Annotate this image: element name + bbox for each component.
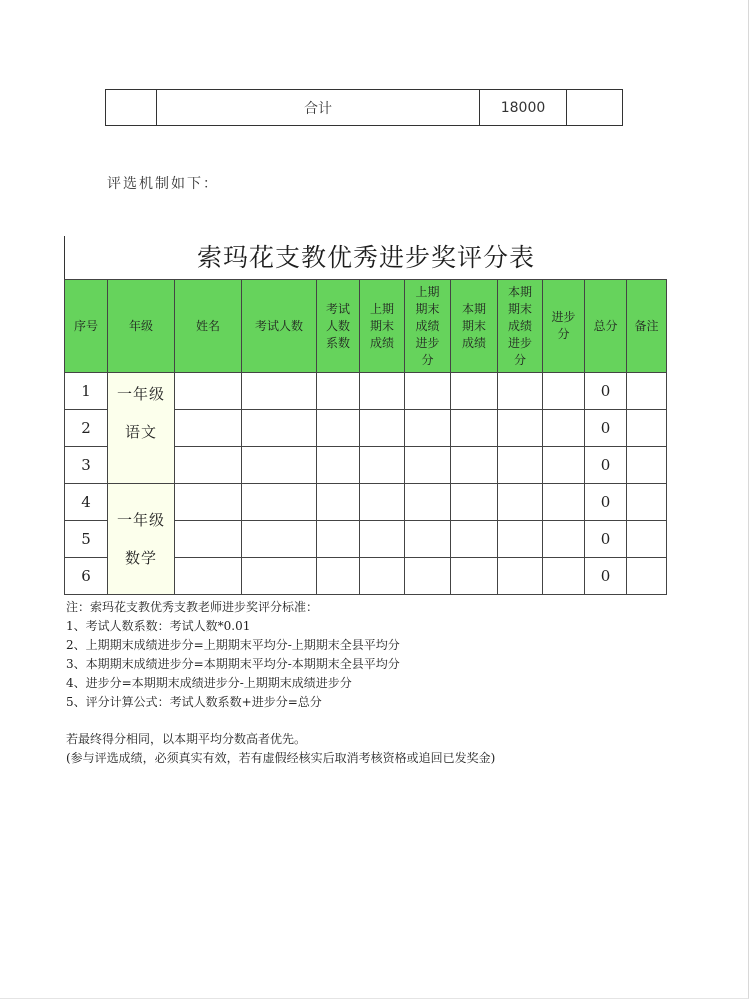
summary-label: 合计 — [157, 90, 480, 126]
remark-cell[interactable] — [627, 521, 667, 558]
summary-row — [106, 90, 623, 126]
row-seq: 5 — [65, 521, 108, 558]
last-progress-cell[interactable] — [405, 521, 451, 558]
form-title: 索玛花支教优秀进步奖评分表 — [196, 243, 535, 272]
exam-count-cell[interactable] — [242, 447, 317, 484]
last-progress-cell[interactable] — [405, 447, 451, 484]
header-last-progress-text: 上期期末成绩进步分 — [415, 284, 440, 367]
total-cell: 0 — [585, 410, 627, 447]
this-progress-cell[interactable] — [498, 410, 543, 447]
last-final-cell[interactable] — [360, 373, 405, 410]
header-grade: 年级 — [108, 280, 175, 373]
this-final-cell[interactable] — [451, 484, 498, 521]
header-exam-count: 考试人数 — [242, 280, 317, 373]
coefficient-cell[interactable] — [317, 484, 360, 521]
progress-cell[interactable] — [543, 558, 585, 595]
progress-cell[interactable] — [543, 410, 585, 447]
coefficient-cell[interactable] — [317, 373, 360, 410]
name-cell[interactable] — [175, 447, 242, 484]
table-row — [65, 373, 667, 410]
grade-label: 一年级 — [116, 385, 165, 403]
header-name: 姓名 — [175, 280, 242, 373]
coefficient-cell[interactable] — [317, 447, 360, 484]
header-progress — [543, 280, 585, 373]
this-final-cell[interactable] — [451, 410, 498, 447]
header-progress-text: 进步分 — [551, 310, 576, 341]
coefficient-cell[interactable] — [317, 521, 360, 558]
exam-count-cell[interactable] — [242, 484, 317, 521]
row-seq: 6 — [65, 558, 108, 595]
remark-cell[interactable] — [627, 558, 667, 595]
this-progress-cell[interactable] — [498, 484, 543, 521]
last-progress-cell[interactable] — [405, 373, 451, 410]
notes-spacer — [66, 712, 686, 730]
remark-cell[interactable] — [627, 373, 667, 410]
coefficient-cell[interactable] — [317, 558, 360, 595]
last-final-cell[interactable] — [360, 484, 405, 521]
header-last-progress — [405, 280, 451, 373]
exam-count-cell[interactable] — [242, 410, 317, 447]
total-cell: 0 — [585, 521, 627, 558]
total-cell: 0 — [585, 373, 627, 410]
name-cell[interactable] — [175, 484, 242, 521]
notes-heading: 注：索玛花支教优秀支教老师进步奖评分标准： — [66, 600, 319, 614]
progress-cell[interactable] — [543, 484, 585, 521]
score-table — [64, 279, 667, 595]
total-cell: 0 — [585, 558, 627, 595]
name-cell[interactable] — [175, 521, 242, 558]
this-progress-cell[interactable] — [498, 447, 543, 484]
summary-table — [105, 89, 623, 126]
this-final-cell[interactable] — [451, 558, 498, 595]
last-progress-cell[interactable] — [405, 410, 451, 447]
exam-count-cell[interactable] — [242, 558, 317, 595]
grade-group-chinese — [108, 373, 175, 484]
name-cell[interactable] — [175, 373, 242, 410]
grade-label: 一年级 — [116, 511, 165, 529]
remark-cell[interactable] — [627, 410, 667, 447]
grade-group-math — [108, 484, 175, 595]
exam-count-cell[interactable] — [242, 373, 317, 410]
summary-blank-cell — [106, 90, 157, 126]
tie-rule: 若最终得分相同，以本期平均分数高者优先。 — [66, 732, 307, 746]
header-this-final — [451, 280, 498, 373]
header-this-final-text: 本期期末成绩 — [461, 301, 486, 350]
header-remark: 备注 — [627, 280, 667, 373]
note-item: 3、本期期末成绩进步分=本期期末平均分-本期期末全县平均分 — [66, 657, 400, 671]
note-item: 1、考试人数系数：考试人数*0.01 — [66, 619, 251, 633]
last-final-cell[interactable] — [360, 558, 405, 595]
subject-label: 语文 — [124, 423, 157, 441]
header-row — [65, 280, 667, 373]
last-final-cell[interactable] — [360, 410, 405, 447]
header-this-progress — [498, 280, 543, 373]
scoring-notes — [66, 598, 686, 768]
note-item: 5、评分计算公式：考试人数系数+进步分=总分 — [66, 695, 322, 709]
row-seq: 4 — [65, 484, 108, 521]
this-final-cell[interactable] — [451, 521, 498, 558]
subject-label: 数学 — [124, 549, 157, 567]
row-seq: 3 — [65, 447, 108, 484]
header-coefficient-text: 考试人数系数 — [325, 301, 350, 350]
progress-cell[interactable] — [543, 447, 585, 484]
note-item: 4、进步分=本期期末成绩进步分-上期期末成绩进步分 — [66, 676, 352, 690]
total-cell: 0 — [585, 484, 627, 521]
row-seq: 1 — [65, 373, 108, 410]
coefficient-cell[interactable] — [317, 410, 360, 447]
summary-amount: 18000 — [480, 90, 567, 126]
last-final-cell[interactable] — [360, 521, 405, 558]
last-final-cell[interactable] — [360, 447, 405, 484]
progress-cell[interactable] — [543, 373, 585, 410]
note-item: 2、上期期末成绩进步分=上期期末平均分-上期期末全县平均分 — [66, 638, 400, 652]
this-progress-cell[interactable] — [498, 373, 543, 410]
intro-text: 评选机制如下： — [107, 176, 219, 192]
header-coefficient — [317, 280, 360, 373]
name-cell[interactable] — [175, 410, 242, 447]
header-last-final-text: 上期期末成绩 — [369, 301, 394, 350]
this-final-cell[interactable] — [451, 447, 498, 484]
header-seq: 序号 — [65, 280, 108, 373]
last-progress-cell[interactable] — [405, 484, 451, 521]
total-cell: 0 — [585, 447, 627, 484]
this-progress-cell[interactable] — [498, 558, 543, 595]
header-total: 总分 — [585, 280, 627, 373]
remark-cell[interactable] — [627, 484, 667, 521]
row-seq: 2 — [65, 410, 108, 447]
name-cell[interactable] — [175, 558, 242, 595]
summary-blank-cell — [567, 90, 623, 126]
header-this-progress-text: 本期期末成绩进步分 — [507, 284, 532, 367]
table-row — [65, 484, 667, 521]
this-final-cell[interactable] — [451, 373, 498, 410]
last-progress-cell[interactable] — [405, 558, 451, 595]
header-last-final — [360, 280, 405, 373]
remark-cell[interactable] — [627, 447, 667, 484]
this-progress-cell[interactable] — [498, 521, 543, 558]
disclaimer: (参与评选成绩，必须真实有效，若有虚假经核实后取消考核资格或追回已发奖金) — [66, 751, 496, 765]
exam-count-cell[interactable] — [242, 521, 317, 558]
progress-cell[interactable] — [543, 521, 585, 558]
